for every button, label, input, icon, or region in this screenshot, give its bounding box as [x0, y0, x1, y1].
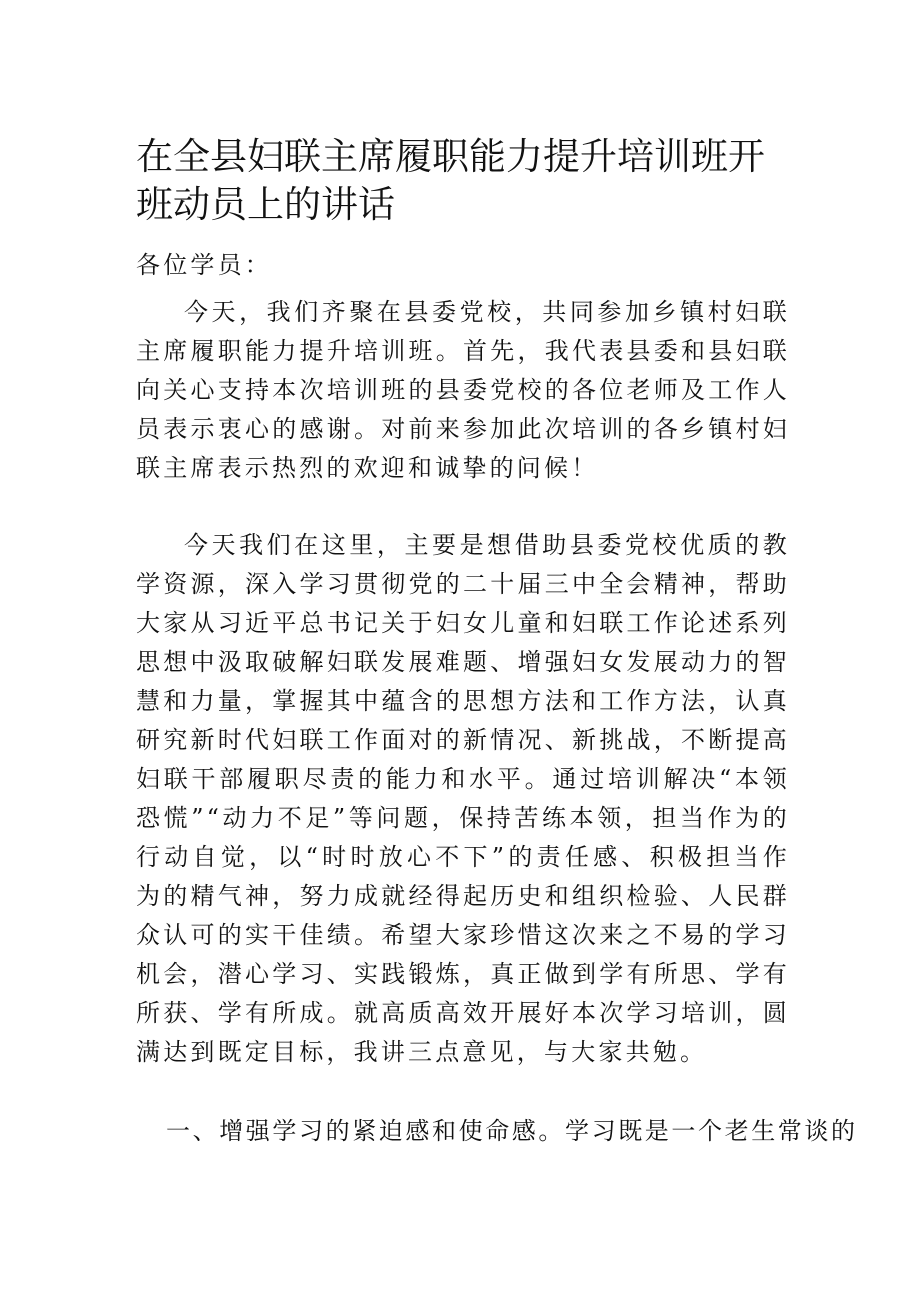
paragraph-purpose: 今天我们在这里，主要是想借助县委党校优质的教学资源，深入学习贯彻党的二十届三中全会精神，帮助大家从习近平总书记关于妇女儿童和妇联工作论述系列思想中汲取破解妇联发展难题、增强妇女发展动力的智慧和力量，掌握其中蕴含的思想方法和工作方法，认真研究新时代妇联工作面对的新情况、新挑战，不断提高妇联干部履职尽责的能力和水平。通过培训解决“本领恐慌”“动力不足”等问题，保持苦练本领，担当作为的行动自觉，以“时时放心不下”的责任感、积极担当作为的精气神，努力成就经得起历史和组织检验、人民群众认可的实干佳绩。希望大家珍惜这次来之不易的学习机会，潜心学习、实践锻炼，真正做到学有所思、学有所获、学有所成。就高质高效开展好本次学习培训，圆满达到既定目标，我讲三点意见，与大家共勉。: [136, 531, 790, 1066]
salutation: 各位学员：: [136, 251, 272, 279]
paragraph-opening: 今天，我们齐聚在县委党校，共同参加乡镇村妇联主席履职能力提升培训班。首先，我代表县委和县妇联向关心支持本次培训班的县委党校的各位老师及工作人员表示衷心的感谢。对前来参加此次培训的各乡镇村妇联主席表示热烈的欢迎和诚挚的问候！: [136, 298, 790, 482]
paragraph-section-one-start: 一、增强学习的紧迫感和使命感。学习既是一个老生常谈的: [166, 1117, 858, 1145]
document-title: 在全县妇联主席履职能力提升培训班开班动员上的讲话: [136, 135, 765, 226]
